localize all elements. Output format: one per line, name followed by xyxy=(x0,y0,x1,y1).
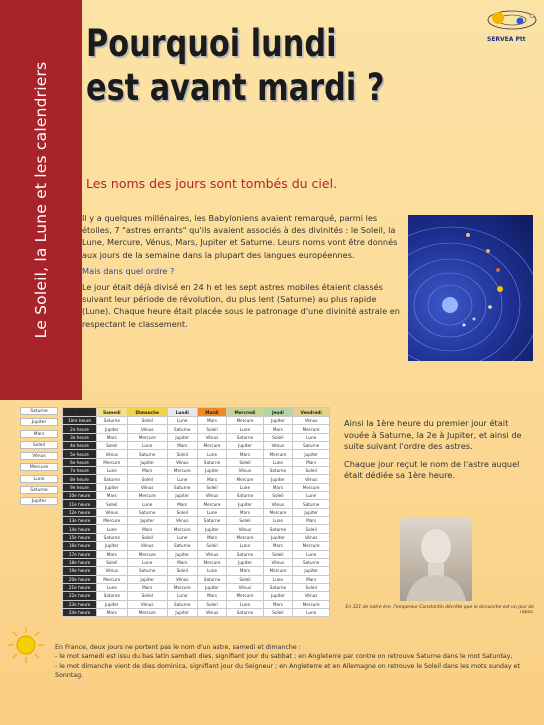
table-cell: Mercure xyxy=(293,425,330,433)
table-cell: Lune xyxy=(167,417,197,425)
hour-label-cell: 4e heure xyxy=(63,442,97,450)
table-row xyxy=(63,558,330,566)
hour-label-cell: 3e heure xyxy=(63,433,97,441)
table-cell: Vénus xyxy=(127,483,167,491)
table-row xyxy=(63,508,330,516)
table-cell: Jupiter xyxy=(263,592,293,600)
table-cell: Jupiter xyxy=(167,433,197,441)
table-cell: Mercure xyxy=(197,442,227,450)
table-row xyxy=(63,600,330,608)
table-cell: Vénus xyxy=(97,450,128,458)
table-row xyxy=(63,592,330,600)
table-cell: Vénus xyxy=(293,533,330,541)
table-cell: Saturne xyxy=(263,467,293,475)
table-cell: Mercure xyxy=(197,558,227,566)
table-cell: Saturne xyxy=(263,525,293,533)
table-cell: Saturne xyxy=(293,442,330,450)
table-header-cell: Lundi xyxy=(167,408,197,417)
intro-paragraph-1: Il y a quelques millénaires, les Babyloniens avaient remarqué, parmi les étoiles, 7 "astres errants" qu'ils avaient associés à des divinités : le Soleil, la Lune, Mercure, Vénus, Mars, Jupiter et Saturne. xyxy=(82,213,396,248)
table-cell: Mercure xyxy=(127,492,167,500)
sidebar xyxy=(0,0,82,400)
table-row xyxy=(63,417,330,425)
table-header-cell: Dimanche xyxy=(127,408,167,417)
logo-text: SERVEA Ptt xyxy=(487,36,526,43)
table-header-cell: Samedi xyxy=(97,408,128,417)
table-cell: Vénus xyxy=(293,417,330,425)
table-cell: Jupiter xyxy=(227,558,263,566)
table-cell: Mercure xyxy=(167,583,197,591)
table-cell: Lune xyxy=(197,508,227,516)
table-row xyxy=(63,467,330,475)
table-cell: Lune xyxy=(197,450,227,458)
table-cell: Lune xyxy=(197,567,227,575)
table-cell: Lune xyxy=(293,433,330,441)
table-cell: Soleil xyxy=(293,583,330,591)
table-cell: Jupiter xyxy=(127,517,167,525)
table-cell: Saturne xyxy=(263,583,293,591)
constantin-statue-image xyxy=(400,517,472,601)
page-title xyxy=(86,22,398,110)
hour-label-cell: 2e heure xyxy=(63,425,97,433)
table-cell: Mars xyxy=(127,525,167,533)
table-cell: Mars xyxy=(263,483,293,491)
table-cell: Soleil xyxy=(127,533,167,541)
planet-box: Jupiter xyxy=(20,418,58,426)
table-row xyxy=(63,567,330,575)
hour-label-cell: 16e heure xyxy=(63,542,97,550)
table-row xyxy=(63,483,330,491)
hour-label-cell: 22e heure xyxy=(63,592,97,600)
table-header-cell: Mardi xyxy=(197,408,227,417)
footer xyxy=(0,620,544,725)
table-cell: Lune xyxy=(127,442,167,450)
intro-paragraph-3: Chaque heure était placée sous le patronage d'une divinité astrale en respectant le classement. xyxy=(82,306,400,329)
table-cell: Vénus xyxy=(263,558,293,566)
table-cell: Saturne xyxy=(197,517,227,525)
table-cell: Mercure xyxy=(127,433,167,441)
table-cell: Vénus xyxy=(167,575,197,583)
table-row xyxy=(63,517,330,525)
table-cell: Mars xyxy=(293,458,330,466)
table-row xyxy=(63,533,330,541)
table-cell: Lune xyxy=(293,492,330,500)
table-cell: Saturne xyxy=(97,533,128,541)
table-cell: Mars xyxy=(263,542,293,550)
intro-paragraph-1b: Leurs noms vont être donnés aux jours de la semaine dans la plupart des langues européennes. xyxy=(82,237,398,260)
table-cell: Saturne xyxy=(127,450,167,458)
hour-label-cell: 17e heure xyxy=(63,550,97,558)
table-cell: Lune xyxy=(293,550,330,558)
table-cell: Mercure xyxy=(127,608,167,616)
table-cell: Jupiter xyxy=(97,600,128,608)
table-cell: Soleil xyxy=(127,475,167,483)
table-header-row xyxy=(63,408,330,417)
table-cell: Saturne xyxy=(227,492,263,500)
table-cell: Saturne xyxy=(293,500,330,508)
table-cell: Jupiter xyxy=(167,550,197,558)
table-row xyxy=(63,550,330,558)
hour-label-cell: 9e heure xyxy=(63,483,97,491)
table-cell: Mercure xyxy=(97,517,128,525)
table-cell: Jupiter xyxy=(127,458,167,466)
table-cell: Mars xyxy=(197,533,227,541)
hours-table xyxy=(62,407,330,617)
table-cell: Soleil xyxy=(127,592,167,600)
table-cell: Lune xyxy=(227,425,263,433)
title-line-2: est avant mardi ? xyxy=(86,66,385,109)
table-cell: Vénus xyxy=(263,500,293,508)
table-cell: Saturne xyxy=(167,600,197,608)
table-cell: Lune xyxy=(263,575,293,583)
hour-label-cell: 23e heure xyxy=(63,600,97,608)
hour-label-cell: 13e heure xyxy=(63,517,97,525)
table-cell: Soleil xyxy=(167,567,197,575)
table-cell: Mercure xyxy=(293,542,330,550)
hour-label-cell: 12e heure xyxy=(63,508,97,516)
table-cell: Soleil xyxy=(197,425,227,433)
table-cell: Mercure xyxy=(97,575,128,583)
explanation-paragraph-1: Ainsi la 1ère heure du premier jour était vouée à Saturne, la 2e à Jupiter, et ainsi de suite suivant l'ordre des astres. xyxy=(344,418,522,451)
solar-system-image xyxy=(408,215,533,361)
table-cell: Lune xyxy=(127,558,167,566)
table-cell: Saturne xyxy=(197,458,227,466)
table-row xyxy=(63,492,330,500)
table-row xyxy=(63,442,330,450)
table-cell: Soleil xyxy=(227,458,263,466)
table-cell: Saturne xyxy=(293,558,330,566)
table-cell: Soleil xyxy=(197,483,227,491)
table-cell: Vénus xyxy=(293,592,330,600)
table-row xyxy=(63,525,330,533)
table-row xyxy=(63,608,330,616)
table-cell: Soleil xyxy=(263,433,293,441)
table-cell: Soleil xyxy=(97,558,128,566)
table-cell: Mars xyxy=(97,492,128,500)
table-cell: Jupiter xyxy=(263,417,293,425)
table-cell: Lune xyxy=(227,483,263,491)
table-cell: Lune xyxy=(293,608,330,616)
table-cell: Mars xyxy=(97,550,128,558)
table-cell: Jupiter xyxy=(293,450,330,458)
table-cell: Jupiter xyxy=(263,533,293,541)
table-row xyxy=(63,500,330,508)
table-cell: Saturne xyxy=(127,508,167,516)
explanation-text xyxy=(344,418,534,488)
table-cell: Vénus xyxy=(97,508,128,516)
table-cell: Saturne xyxy=(127,567,167,575)
hour-label-cell: 24e heure xyxy=(63,608,97,616)
table-cell: Vénus xyxy=(293,475,330,483)
statue-caption: En 321 de notre ère, l'empereur Constantin décrète que le dimanche est un jour de repos. xyxy=(345,605,534,615)
table-cell: Mercure xyxy=(227,533,263,541)
table-cell: Soleil xyxy=(197,542,227,550)
table-cell: Soleil xyxy=(263,492,293,500)
planet-order-column xyxy=(20,407,58,509)
intro-question: Mais dans quel ordre ? xyxy=(82,265,175,276)
table-cell: Soleil xyxy=(97,500,128,508)
table-cell: Vénus xyxy=(197,550,227,558)
table-cell: Mercure xyxy=(167,525,197,533)
table-cell: Jupiter xyxy=(293,567,330,575)
table-cell: Mars xyxy=(293,517,330,525)
table-header-cell: Jeudi xyxy=(263,408,293,417)
table-cell: Saturne xyxy=(227,608,263,616)
table-cell: Lune xyxy=(227,600,263,608)
table-cell: Soleil xyxy=(293,467,330,475)
table-row xyxy=(63,433,330,441)
table-row xyxy=(63,450,330,458)
table-cell: Jupiter xyxy=(167,492,197,500)
table-header-cell: Mercredi xyxy=(227,408,263,417)
table-cell: Mars xyxy=(227,450,263,458)
table-cell: Mars xyxy=(127,583,167,591)
table-cell: Jupiter xyxy=(167,608,197,616)
table-cell: Mars xyxy=(97,433,128,441)
table-cell: Vénus xyxy=(97,567,128,575)
table-cell: Soleil xyxy=(227,517,263,525)
table-cell: Vénus xyxy=(127,600,167,608)
table-cell: Saturne xyxy=(167,483,197,491)
table-cell: Saturne xyxy=(197,575,227,583)
table-cell: Saturne xyxy=(97,417,128,425)
table-cell: Mercure xyxy=(263,508,293,516)
table-cell: Saturne xyxy=(227,550,263,558)
table-cell: Mars xyxy=(167,500,197,508)
table-cell: Mars xyxy=(127,467,167,475)
table-cell: Mars xyxy=(263,600,293,608)
footer-line-3: - le mot dimanche vient de dies dominica, signifiant jour du Seigneur ; en Angleterre et en Allemagne on retrouve le Soleil dans les mots sunday et Sonntag. xyxy=(55,662,520,680)
table-cell: Jupiter xyxy=(293,508,330,516)
table-cell: Mars xyxy=(197,417,227,425)
table-cell: Lune xyxy=(167,533,197,541)
sidebar-title: Le Soleil, la Lune et les calendriers xyxy=(32,61,50,339)
planet-box: Saturne xyxy=(20,486,58,494)
table-row xyxy=(63,542,330,550)
table-cell: Vénus xyxy=(127,542,167,550)
table-cell: Vénus xyxy=(167,458,197,466)
table-cell: Lune xyxy=(97,467,128,475)
table-cell: Vénus xyxy=(197,492,227,500)
table-cell: Vénus xyxy=(127,425,167,433)
table-cell: Soleil xyxy=(167,508,197,516)
table-cell: Mercure xyxy=(197,500,227,508)
table-cell: Mercure xyxy=(127,550,167,558)
table-cell: Mercure xyxy=(293,600,330,608)
intro-paragraph-2: Le jour était déjà divisé en 24 h et les sept astres mobiles étaient classés suivant leur période de révolution, du plus lent (Saturne) au plus rapide (Lune). xyxy=(82,282,383,317)
table-cell: Saturne xyxy=(167,542,197,550)
table-cell: Vénus xyxy=(197,433,227,441)
table-cell: Mercure xyxy=(167,467,197,475)
footer-line-2: - le mot samedi est issu du bas latin sambati dies, signifiant jour du sabbat ; en Angleterre par contre on retrouve Saturne dans le mot Saturday, xyxy=(55,653,513,661)
table-cell: Mercure xyxy=(227,417,263,425)
table-cell: Soleil xyxy=(293,525,330,533)
table-cell: Jupiter xyxy=(197,525,227,533)
planet-box: Jupiter xyxy=(20,497,58,505)
table-cell: Jupiter xyxy=(227,442,263,450)
table-cell: Soleil xyxy=(263,550,293,558)
table-cell: Lune xyxy=(127,500,167,508)
hour-label-cell: 1ère heure xyxy=(63,417,97,425)
hour-label-cell: 11e heure xyxy=(63,500,97,508)
table-cell: Mars xyxy=(197,475,227,483)
hour-label-cell: 19e heure xyxy=(63,567,97,575)
table-cell: Vénus xyxy=(227,467,263,475)
table-cell: Mercure xyxy=(227,592,263,600)
table-cell: Soleil xyxy=(263,608,293,616)
planet-box: Mars xyxy=(20,430,58,438)
table-cell: Jupiter xyxy=(227,500,263,508)
explanation-paragraph-2: Chaque jour reçut le nom de l'astre auquel était dédiée sa 1ère heure. xyxy=(344,458,520,480)
subtitle: Les noms des jours sont tombés du ciel. xyxy=(86,176,338,191)
table-cell: Lune xyxy=(263,517,293,525)
table-cell: Mercure xyxy=(293,483,330,491)
table-row xyxy=(63,575,330,583)
table-cell: Soleil xyxy=(127,417,167,425)
table-cell: Soleil xyxy=(197,600,227,608)
table-cell: Vénus xyxy=(167,517,197,525)
table-cell: Jupiter xyxy=(97,483,128,491)
table-cell: Vénus xyxy=(197,608,227,616)
sun-icon xyxy=(6,625,46,665)
table-row xyxy=(63,583,330,591)
table-cell: Jupiter xyxy=(127,575,167,583)
table-cell: Jupiter xyxy=(97,425,128,433)
table-cell: Mars xyxy=(263,425,293,433)
footer-text xyxy=(55,643,537,681)
table-row xyxy=(63,425,330,433)
table-cell: Mars xyxy=(197,592,227,600)
footer-line-1: En France, deux jours ne portent pas le nom d'un astre, samedi et dimanche : xyxy=(55,644,301,651)
table-cell: Lune xyxy=(167,475,197,483)
planet-box: Soleil xyxy=(20,441,58,449)
table-cell: Lune xyxy=(97,525,128,533)
table-cell: Mars xyxy=(97,608,128,616)
table-cell: Jupiter xyxy=(197,467,227,475)
hour-label-cell: 7e heure xyxy=(63,467,97,475)
table-cell: Lune xyxy=(167,592,197,600)
hour-label-cell: 8e heure xyxy=(63,475,97,483)
table-cell: Lune xyxy=(97,583,128,591)
planet-box: Lune xyxy=(20,475,58,483)
table-cell: Jupiter xyxy=(97,542,128,550)
table-row xyxy=(63,475,330,483)
table-cell: Mars xyxy=(293,575,330,583)
table-cell: Mercure xyxy=(263,450,293,458)
table-cell: Soleil xyxy=(227,575,263,583)
table-cell: Saturne xyxy=(97,592,128,600)
hour-label-cell: 6e heure xyxy=(63,458,97,466)
hour-label-cell: 18e heure xyxy=(63,558,97,566)
table-row xyxy=(63,458,330,466)
table-cell: Saturne xyxy=(167,425,197,433)
hour-label-cell: 20e heure xyxy=(63,575,97,583)
table-cell: Saturne xyxy=(227,433,263,441)
table-cell: Mercure xyxy=(227,475,263,483)
table-cell: Soleil xyxy=(97,442,128,450)
table-cell: Mercure xyxy=(97,458,128,466)
table-header-cell: Vendredi xyxy=(293,408,330,417)
title-line-1: Pourquoi lundi xyxy=(86,22,337,65)
table-cell: Vénus xyxy=(227,583,263,591)
intro-text xyxy=(82,212,404,334)
table-cell: Vénus xyxy=(227,525,263,533)
hour-label-cell: 5e heure xyxy=(63,450,97,458)
hour-label-cell: 21e heure xyxy=(63,583,97,591)
table-cell: Mars xyxy=(167,442,197,450)
planet-box: Vénus xyxy=(20,452,58,460)
table-cell: Mars xyxy=(227,508,263,516)
table-cell: Mars xyxy=(227,567,263,575)
hour-label-cell: 14e heure xyxy=(63,525,97,533)
table-cell: Lune xyxy=(263,458,293,466)
table-cell: Vénus xyxy=(263,442,293,450)
table-cell: Jupiter xyxy=(197,583,227,591)
table-cell: Lune xyxy=(227,542,263,550)
hour-label-cell: 15e heure xyxy=(63,533,97,541)
table-cell: Mars xyxy=(167,558,197,566)
table-cell: Saturne xyxy=(97,475,128,483)
table-cell: Soleil xyxy=(167,450,197,458)
hour-label-cell: 10e heure xyxy=(63,492,97,500)
table-header-cell: Nom du jour xyxy=(63,408,97,417)
planet-box: Saturne xyxy=(20,407,58,415)
planet-box: Mercure xyxy=(20,463,58,471)
table-cell: Mercure xyxy=(263,567,293,575)
table-cell: Jupiter xyxy=(263,475,293,483)
